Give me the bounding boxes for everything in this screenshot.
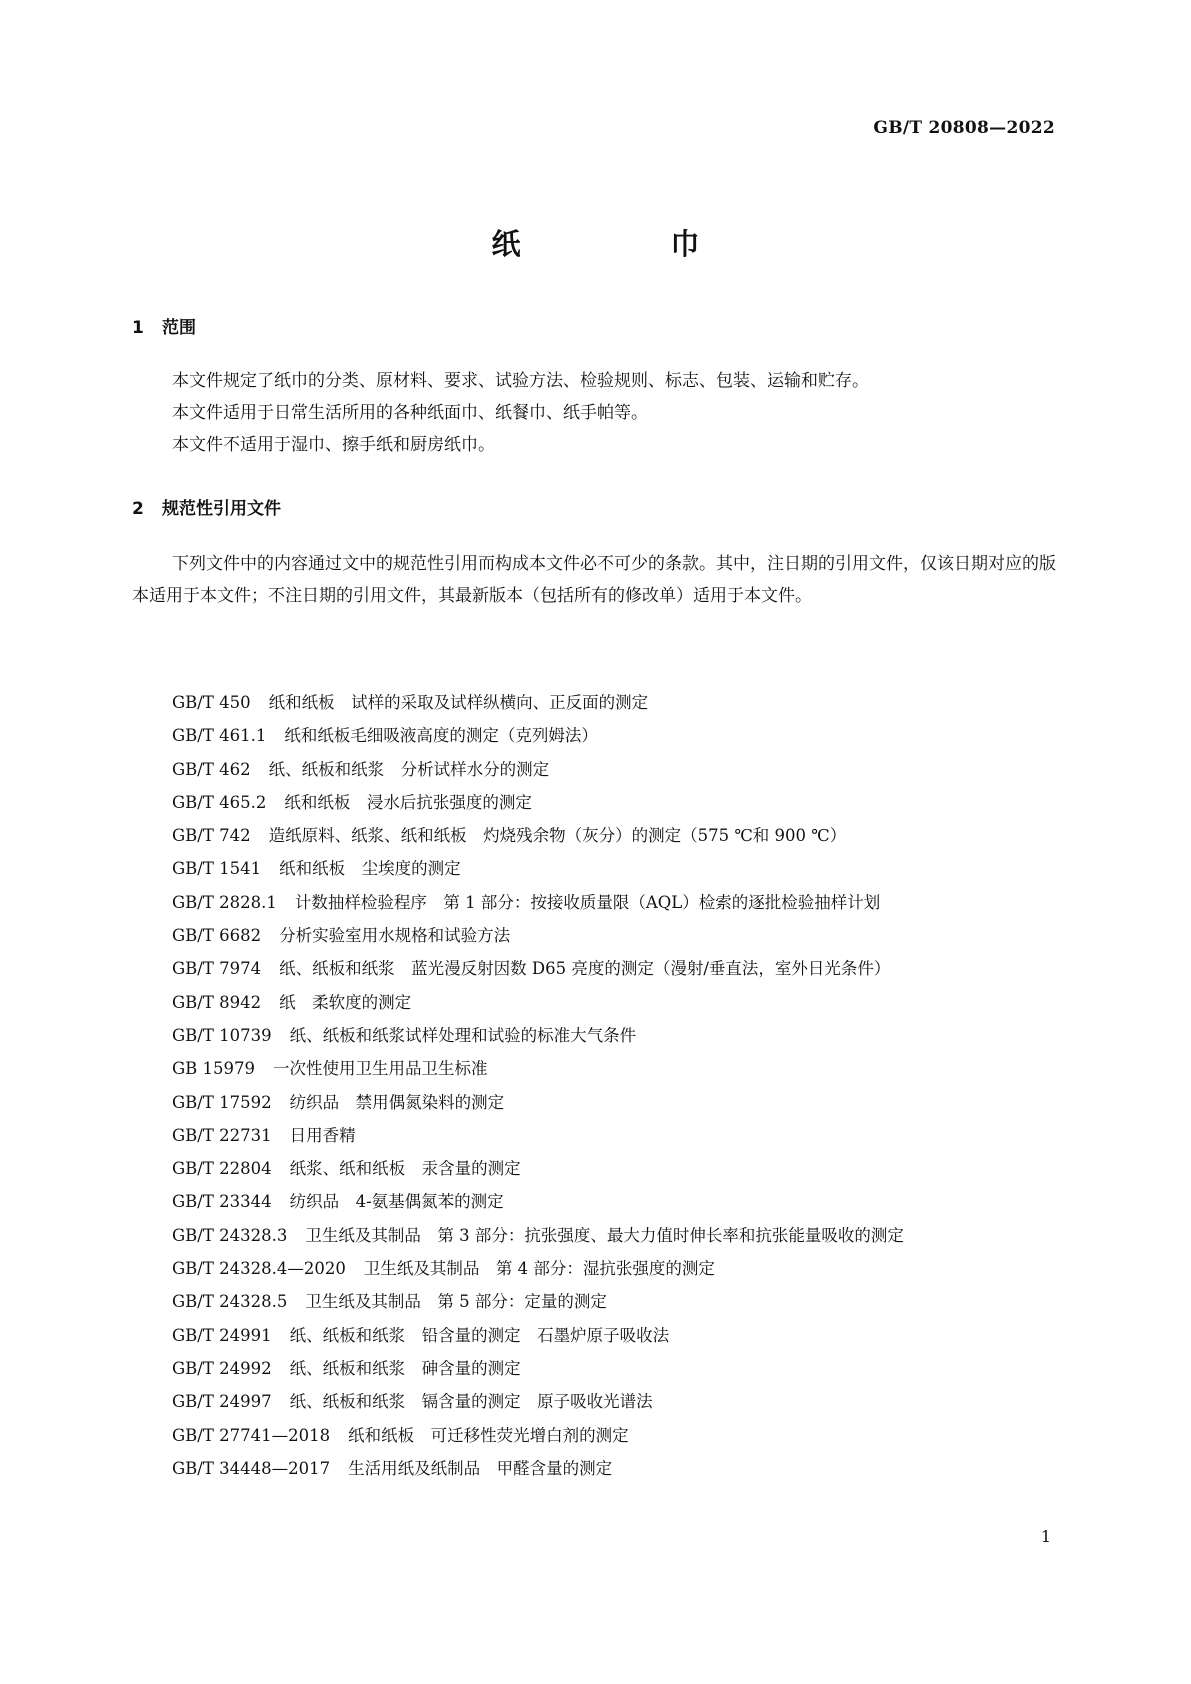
- section-title: 范围: [162, 318, 196, 338]
- reference-code: GB/T 22804: [172, 1159, 272, 1179]
- reference-item: [132, 719, 1056, 752]
- reference-item: [132, 786, 1056, 819]
- reference-title: 分析实验室用水规格和试验方法: [279, 926, 511, 946]
- reference-code: GB/T 461.1: [172, 726, 267, 746]
- section-number: 1: [132, 318, 144, 338]
- reference-item: [132, 852, 1056, 885]
- section-1-body: [132, 365, 1056, 461]
- reference-item: [132, 919, 1056, 952]
- reference-item: [132, 753, 1056, 786]
- reference-title: 造纸原料、纸浆、纸和纸板 灼烧残余物（灰分）的测定（575 ℃和 900 ℃）: [268, 826, 847, 846]
- reference-title: 纸、纸板和纸浆 铅含量的测定 石墨炉原子吸收法: [289, 1325, 670, 1345]
- section-title: 规范性引用文件: [162, 499, 281, 519]
- reference-code: GB/T 24992: [172, 1358, 272, 1378]
- normative-references-list: [132, 686, 1056, 1485]
- reference-item: [132, 1385, 1056, 1418]
- reference-item: [132, 1152, 1056, 1185]
- standard-number: GB/T 20808—2022: [873, 118, 1055, 138]
- reference-title: 卫生纸及其制品 第 5 部分：定量的测定: [305, 1292, 607, 1312]
- reference-code: GB/T 742: [172, 826, 251, 846]
- reference-code: GB/T 465.2: [172, 792, 267, 812]
- reference-code: GB/T 2828.1: [172, 892, 277, 912]
- reference-item: [132, 1352, 1056, 1385]
- section-2-body: [132, 548, 1056, 612]
- reference-title: 纸、纸板和纸浆 砷含量的测定: [289, 1358, 521, 1378]
- reference-title: 纸 柔软度的测定: [279, 992, 412, 1012]
- reference-title: 纸、纸板和纸浆 分析试样水分的测定: [268, 759, 550, 779]
- section-number: 2: [132, 499, 144, 519]
- reference-code: GB/T 17592: [172, 1092, 272, 1112]
- reference-item: [132, 1119, 1056, 1152]
- reference-code: GB/T 23344: [172, 1192, 272, 1212]
- reference-code: GB/T 24991: [172, 1325, 272, 1345]
- reference-title: 卫生纸及其制品 第 4 部分：湿抗张强度的测定: [363, 1259, 715, 1279]
- reference-title: 纸、纸板和纸浆试样处理和试验的标准大气条件: [289, 1025, 637, 1045]
- reference-title: 纺织品 禁用偶氮染料的测定: [289, 1092, 505, 1112]
- reference-item: [132, 1219, 1056, 1252]
- paragraph: 本文件不适用于湿巾、擦手纸和厨房纸巾。: [172, 435, 495, 455]
- reference-code: GB 15979: [172, 1059, 256, 1079]
- reference-title: 生活用纸及纸制品 甲醛含量的测定: [348, 1458, 613, 1478]
- reference-item: [132, 819, 1056, 852]
- reference-title: 纸、纸板和纸浆 镉含量的测定 原子吸收光谱法: [289, 1392, 653, 1412]
- reference-item: [132, 1319, 1056, 1352]
- reference-code: GB/T 450: [172, 693, 251, 712]
- reference-item: [132, 1252, 1056, 1285]
- reference-title: 计数抽样检验程序 第 1 部分：按接收质量限（AQL）检索的逐批检验抽样计划: [294, 892, 881, 912]
- reference-code: GB/T 10739: [172, 1025, 272, 1045]
- document-title: 纸巾: [491, 227, 850, 261]
- reference-code: GB/T 1541: [172, 859, 262, 879]
- reference-title: 纸和纸板 试样的采取及试样纵横向、正反面的测定: [268, 693, 649, 712]
- reference-title: 纸浆、纸和纸板 汞含量的测定: [289, 1159, 521, 1179]
- reference-item: [132, 886, 1056, 919]
- reference-code: GB/T 7974: [172, 959, 262, 979]
- reference-item: [132, 686, 1056, 719]
- reference-item: [132, 1052, 1056, 1085]
- reference-title: 一次性使用卫生用品卫生标准: [273, 1059, 488, 1079]
- page-number: 1: [1040, 1527, 1051, 1546]
- reference-item: [132, 1452, 1056, 1485]
- reference-title: 纸和纸板毛细吸液高度的测定（克列姆法）: [284, 726, 598, 746]
- reference-code: GB/T 24328.4—2020: [172, 1259, 346, 1279]
- reference-title: 纸和纸板 可迁移性荧光增白剂的测定: [348, 1425, 629, 1445]
- reference-code: GB/T 462: [172, 759, 251, 779]
- reference-code: GB/T 27741—2018: [172, 1425, 331, 1445]
- reference-code: GB/T 22731: [172, 1125, 272, 1145]
- reference-title: 卫生纸及其制品 第 3 部分：抗张强度、最大力值时伸长率和抗张能量吸收的测定: [305, 1225, 904, 1245]
- paragraph: 本文件规定了纸巾的分类、原材料、要求、试验方法、检验规则、标志、包装、运输和贮存。: [172, 371, 869, 391]
- paragraph: 下列文件中的内容通过文中的规范性引用而构成本文件必不可少的条款。其中，注日期的引用文件，仅该日期对应的版本适用于本文件；不注日期的引用文件，其最新版本（包括所有的修改单）适用于本文件。: [132, 554, 1056, 606]
- reference-code: GB/T 6682: [172, 926, 262, 946]
- reference-item: [132, 1086, 1056, 1119]
- paragraph: 本文件适用于日常生活所用的各种纸面巾、纸餐巾、纸手帕等。: [172, 403, 648, 423]
- reference-title: 纸和纸板 浸水后抗张强度的测定: [284, 792, 532, 812]
- section-1-heading: [132, 313, 196, 338]
- reference-code: GB/T 24997: [172, 1392, 272, 1412]
- section-2-heading: [132, 494, 281, 519]
- reference-title: 纸和纸板 尘埃度的测定: [279, 859, 461, 879]
- reference-item: [132, 1285, 1056, 1318]
- reference-code: GB/T 8942: [172, 992, 262, 1012]
- reference-item: [132, 1419, 1056, 1452]
- reference-title: 纺织品 4-氨基偶氮苯的测定: [289, 1192, 504, 1212]
- reference-item: [132, 952, 1056, 985]
- reference-item: [132, 986, 1056, 1019]
- reference-item: [132, 1019, 1056, 1052]
- reference-code: GB/T 34448—2017: [172, 1458, 331, 1478]
- reference-title: 纸、纸板和纸浆 蓝光漫反射因数 D65 亮度的测定（漫射/垂直法，室外日光条件）: [279, 959, 891, 979]
- reference-code: GB/T 24328.3: [172, 1225, 288, 1245]
- reference-title: 日用香精: [289, 1125, 356, 1145]
- reference-code: GB/T 24328.5: [172, 1292, 288, 1312]
- reference-item: [132, 1185, 1056, 1218]
